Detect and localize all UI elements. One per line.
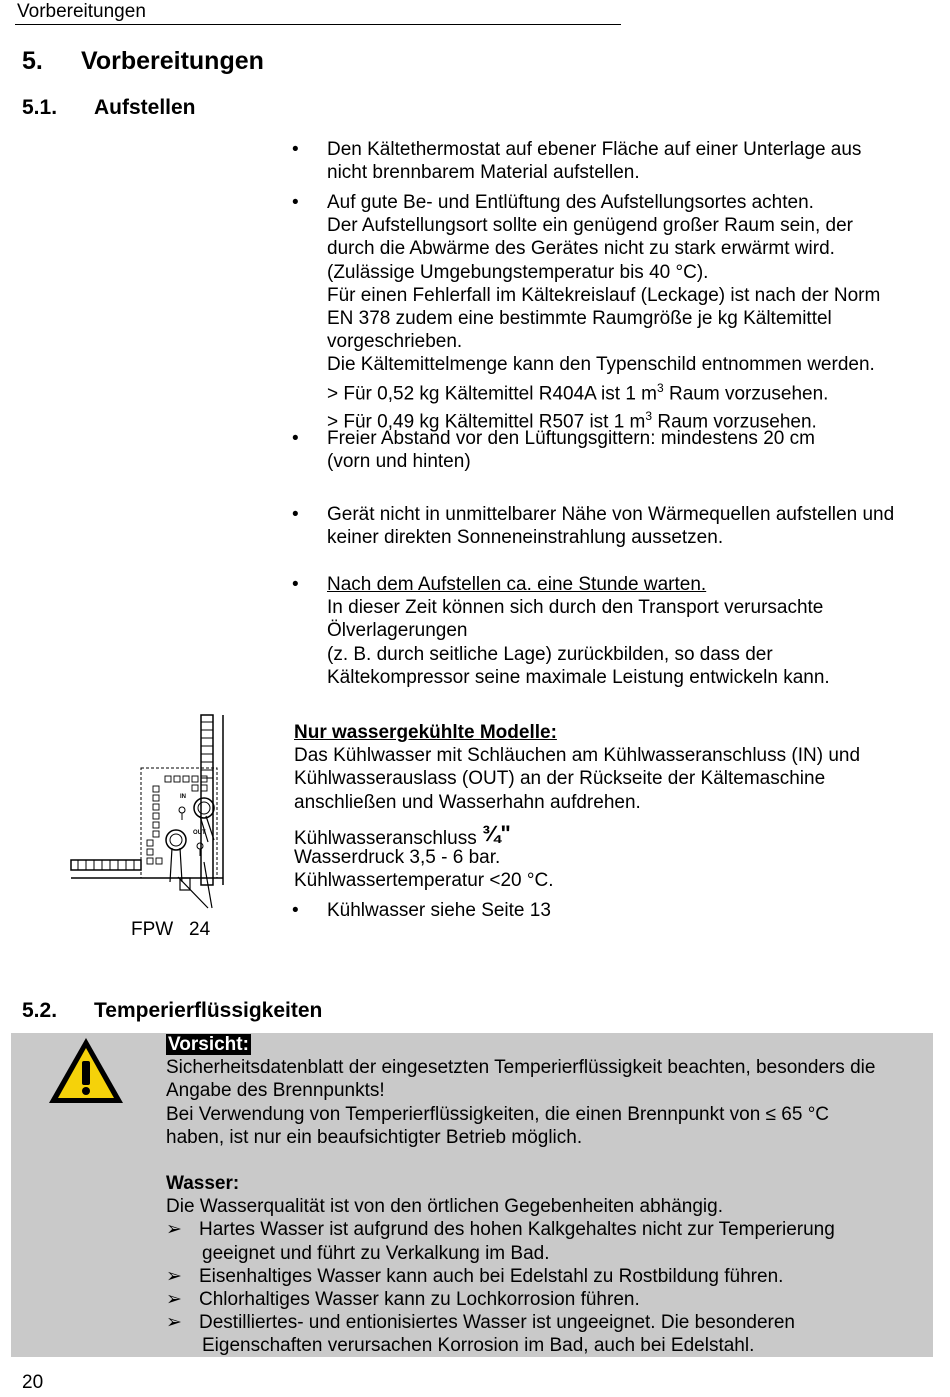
section-5-1-title: Aufstellen: [94, 96, 196, 119]
text-line: nicht brennbarem Material aufstellen.: [327, 162, 640, 184]
running-header: Vorbereitungen: [17, 1, 146, 22]
text-line: (Zulässige Umgebungstemperatur bis 40 °C).: [327, 261, 709, 283]
figure-caption: FPW 24: [131, 919, 211, 940]
text-line: Destilliertes- und entionisiertes Wasser ist ungeeignet. Die besonderen: [199, 1312, 795, 1334]
water-heading: Wasser:: [166, 1173, 240, 1194]
label-in: IN: [180, 794, 186, 800]
water-connection-figure: [68, 712, 243, 912]
water-specs: [294, 846, 553, 892]
text-line: durch die Abwärme des Gerätes nicht zu stark erwärmt wird.: [327, 238, 835, 260]
warning-heading: Vorsicht:: [168, 1034, 249, 1055]
text-segment: > Für 0,52 kg Kältemittel R404A ist 1 m: [327, 382, 658, 404]
text-line: (vorn und hinten): [327, 451, 471, 473]
text-line: Für einen Fehlerfall im Kältekreislauf (Leckage) ist nach der Norm: [327, 284, 881, 306]
list-item: [166, 1311, 835, 1357]
text-line: Kühlwasserauslass (OUT) an der Rückseite der Kältemaschine: [294, 768, 826, 790]
bullet-4: [327, 503, 894, 549]
text-line: vorgeschrieben.: [327, 331, 463, 353]
bullet-dot: •: [292, 139, 299, 160]
text-line: Wasserdruck 3,5 - 6 bar.: [294, 847, 501, 868]
text-line: Eisenhaltiges Wasser kann auch bei Edelstahl zu Rostbildung führen.: [199, 1265, 784, 1287]
arrow-bullet-icon: ➢: [166, 1219, 182, 1241]
section-5-2-number: 5.2.: [22, 999, 58, 1022]
bullet-2: [327, 191, 880, 434]
text-line: anschließen und Wasserhahn aufdrehen.: [294, 791, 641, 813]
text-line: Chlorhaltiges Wasser kann zu Lochkorrosion führen.: [199, 1289, 640, 1311]
water-quality: [166, 1172, 835, 1358]
text-line: keiner direkten Sonneneinstrahlung aussetzen.: [327, 527, 724, 549]
water-cooled-block: [294, 721, 860, 814]
arrow-bullet-icon: ➢: [166, 1265, 182, 1287]
bullet-dot: •: [292, 192, 299, 213]
warning-triangle-icon: [46, 1035, 126, 1107]
superscript: 3: [657, 380, 664, 395]
text-line: [327, 377, 880, 406]
bullet-dot: •: [292, 900, 299, 921]
page-number: 20: [22, 1372, 44, 1393]
bullet-dot: •: [292, 504, 299, 525]
text-line: (z. B. durch seitliche Lage) zurückbilden, so dass der: [327, 643, 773, 665]
text-line: Eigenschaften verursachen Korrosion im Bad, auch bei Edelstahl.: [202, 1335, 755, 1357]
text-line: Ölverlagerungen: [327, 620, 468, 642]
text-line: Bei Verwendung von Temperierflüssigkeiten, die einen Brennpunkt von ≤ 65 °C: [166, 1103, 830, 1125]
water-cooled-heading: Nur wassergekühlte Modelle:: [294, 722, 557, 743]
section-5-2-title: Temperierflüssigkeiten: [94, 999, 323, 1022]
bullet-3: [327, 427, 815, 473]
section-5-title: Vorbereitungen: [81, 47, 264, 75]
warning-text: [166, 1033, 875, 1149]
text-line: Die Kältemittelmenge kann den Typenschild entnommen werden.: [327, 354, 875, 376]
text-segment: > Für 0,49 kg Kältemittel R507 ist 1 m: [327, 411, 646, 433]
text-line: Angabe des Brennpunkts!: [166, 1080, 385, 1102]
fraction-size: ¾": [481, 821, 511, 846]
list-item: [166, 1288, 835, 1311]
text-line: Die Wasserqualität ist von den örtlichen Gegebenheiten abhängig.: [166, 1196, 723, 1218]
text-line: Auf gute Be- und Entlüftung des Aufstellungsortes achten.: [327, 192, 814, 213]
arrow-bullet-icon: ➢: [166, 1312, 182, 1334]
text-segment: Raum vorzusehen.: [652, 411, 817, 433]
text-line: Den Kältethermostat auf ebener Fläche auf einer Unterlage aus: [327, 139, 862, 160]
bullet-1: [327, 138, 861, 184]
text-line: Sicherheitsdatenblatt der eingesetzten Temperierflüssigkeit beachten, besonders die: [166, 1057, 876, 1079]
section-5-1-number: 5.1.: [22, 96, 58, 119]
list-item: [166, 1218, 835, 1264]
label-out: OUT: [193, 830, 206, 836]
text-line: In dieser Zeit können sich durch den Transport verursachte: [327, 597, 824, 619]
text-line: Freier Abstand vor den Lüftungsgittern: mindestens 20 cm: [327, 428, 815, 449]
text-line: haben, ist nur ein beaufsichtigter Betrieb möglich.: [166, 1126, 583, 1148]
list-item: [166, 1265, 835, 1288]
text-line: Das Kühlwasser mit Schläuchen am Kühlwasseranschluss (IN) und: [294, 745, 861, 767]
superscript: 3: [645, 409, 653, 424]
text-line: Kühlwassertemperatur <20 °C.: [294, 870, 554, 892]
text-segment: Kühlwasseranschluss: [294, 828, 477, 849]
arrow-bullet-icon: ➢: [166, 1289, 182, 1311]
text-line-underlined: Nach dem Aufstellen ca. eine Stunde warten.: [327, 574, 707, 595]
text-line: Gerät nicht in unmittelbarer Nähe von Wärmequellen aufstellen und: [327, 504, 895, 525]
cooling-water-reference: Kühlwasser siehe Seite 13: [327, 900, 551, 921]
bullet-dot: •: [292, 574, 299, 595]
text-line: Der Aufstellungsort sollte ein genügend großer Raum sein, der: [327, 215, 853, 237]
header-rule: [15, 24, 621, 25]
section-5-number: 5.: [22, 47, 43, 75]
bullet-5: [327, 573, 830, 689]
text-line: Hartes Wasser ist aufgrund des hohen Kalkgehaltes nicht zur Temperierung: [199, 1219, 835, 1241]
text-line: geeignet und führt zu Verkalkung im Bad.: [202, 1242, 550, 1264]
text-line: EN 378 zudem eine bestimmte Raumgröße je kg Kältemittel: [327, 308, 832, 330]
text-line: Kältekompressor seine maximale Leistung entwickeln kann.: [327, 666, 830, 688]
bullet-dot: •: [292, 428, 299, 449]
text-segment: Raum vorzusehen.: [663, 382, 829, 404]
